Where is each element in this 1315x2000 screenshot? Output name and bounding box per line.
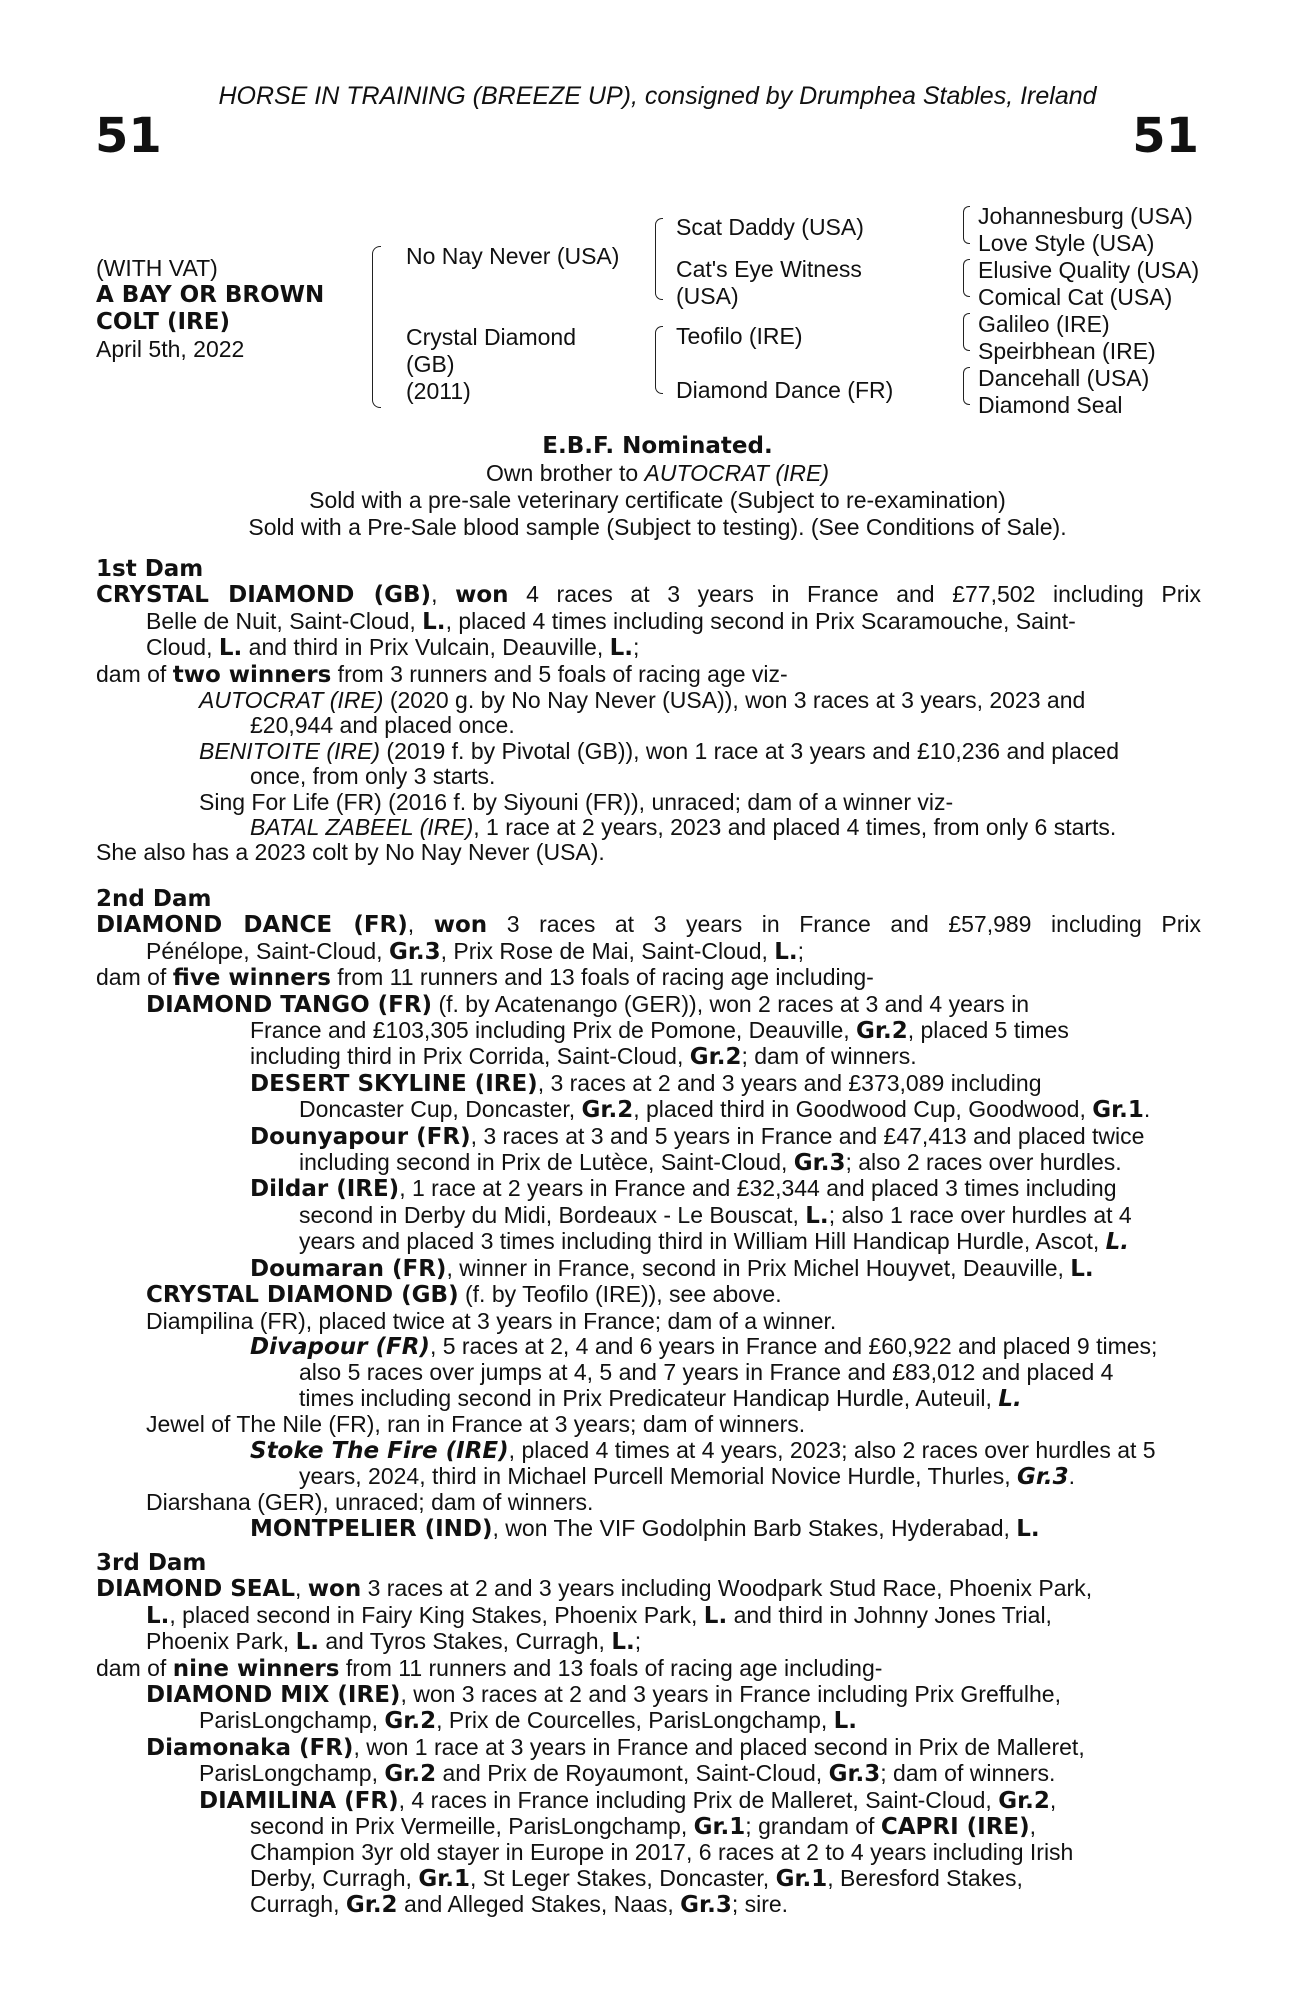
text: ,: [1029, 1813, 1037, 1840]
text: ; grandam of: [745, 1813, 881, 1840]
pedigree-dam-year: (2011): [406, 378, 471, 404]
text: from 11 runners and 13 foals of racing age including-: [330, 964, 874, 991]
own-brother-prefix: Own brother to: [486, 460, 645, 486]
text: , placed 5 times: [907, 1017, 1069, 1044]
first-dam-line: once, from only 3 starts.: [250, 763, 496, 790]
lot-number-left: 51: [95, 108, 162, 164]
horse-name-line1: A BAY OR BROWN: [96, 282, 325, 308]
horse-name: Dounyapour (FR): [250, 1123, 471, 1150]
pedigree-sire-dam: [676, 256, 862, 310]
second-dam-line: [96, 992, 1201, 1018]
grade: Gr.1: [1092, 1097, 1144, 1124]
pedigree-dam-sire: Teofilo (IRE): [676, 323, 803, 349]
winners-count: nine winners: [172, 1655, 340, 1682]
third-dam-section: [96, 1551, 1092, 1919]
second-dam-line: Diarshana (GER), unraced; dam of winners.: [146, 1489, 594, 1516]
pedigree-dam-dam: Diamond Dance (FR): [676, 377, 894, 403]
grade: L.: [218, 635, 243, 662]
first-dam-line: [96, 609, 1201, 635]
pedigree-g7: Dancehall (USA): [978, 365, 1150, 391]
text: ParisLongchamp,: [199, 1760, 385, 1787]
text: , Beresford Stakes,: [827, 1864, 1023, 1891]
pedigree-g3: Elusive Quality (USA): [978, 257, 1200, 283]
grade: L.: [833, 1708, 858, 1735]
text: , placed second in Fairy King Stakes, Phoenix Park,: [169, 1601, 704, 1628]
grade: L.: [703, 1602, 728, 1629]
horse-name: Stoke The Fire (IRE): [250, 1437, 509, 1464]
second-dam-line: [96, 1516, 1201, 1542]
horse-name: DIAMOND TANGO (FR): [146, 991, 433, 1018]
grade: Gr.3: [793, 1150, 846, 1177]
text: 3 races at 3 years in France and £57,989 including Prix: [487, 911, 1201, 938]
pedigree-sire-dam-name: Cat's Eye Witness: [676, 256, 862, 282]
grade: Gr.2: [998, 1787, 1050, 1814]
text: ; also 2 races over hurdles.: [845, 1149, 1122, 1176]
text: and third in Johnny Jones Trial,: [727, 1601, 1052, 1628]
pedigree-sire-sire: Scat Daddy (USA): [676, 214, 864, 240]
text: dam of: [96, 1654, 173, 1681]
third-dam-line: [96, 1866, 1092, 1892]
second-dam-line: [96, 1044, 1201, 1070]
ebf-note: E.B.F. Nominated.: [542, 433, 773, 459]
pedigree-g1: Johannesburg (USA): [978, 203, 1193, 229]
horse-name: Divapour (FR): [250, 1333, 430, 1360]
first-dam-line: [96, 662, 1201, 688]
grade: Gr.3: [828, 1761, 881, 1788]
pedigree-dam-country: (GB): [406, 351, 455, 377]
second-dam-line: [96, 912, 1201, 938]
pedigree-sire: No Nay Never (USA): [406, 243, 620, 269]
second-dam-line: [96, 965, 1201, 991]
first-dam-section: [96, 557, 1201, 866]
text: , placed 4 times including second in Prix Scaramouche, Saint-: [445, 607, 1076, 634]
second-dam-line: [96, 1229, 1201, 1255]
text: ;: [634, 1628, 642, 1655]
text: ; dam of winners.: [741, 1043, 917, 1070]
text: ,: [407, 911, 434, 938]
first-dam-heading: 1st Dam: [96, 556, 204, 582]
first-dam-line: [96, 815, 1201, 840]
third-dam-line: [96, 1576, 1092, 1602]
first-dam-line: [96, 582, 1201, 608]
horse-name: CRYSTAL DIAMOND (GB): [146, 1282, 459, 1309]
text: Curragh,: [250, 1891, 346, 1918]
third-dam-line: [96, 1814, 1092, 1840]
grade: L.: [609, 635, 634, 662]
pedigree-brace-main: [372, 246, 381, 408]
second-dam-line: also 5 races over jumps at 4, 5 and 7 years in France and £83,012 and placed 4: [299, 1359, 1114, 1386]
text: , 5 races at 2, 4 and 6 years in France and £60,922 and placed 9 times;: [429, 1332, 1158, 1359]
text: dam of: [96, 660, 173, 687]
foaling-date: April 5th, 2022: [96, 336, 245, 362]
grade: Gr.2: [581, 1097, 634, 1124]
grade: Gr.3: [680, 1892, 732, 1919]
second-dam-line: [96, 1097, 1201, 1123]
pedigree-dam: [406, 324, 576, 405]
text: and Alleged Stakes, Naas,: [397, 1891, 681, 1918]
second-dam-line: [96, 1124, 1201, 1150]
won-label: won: [433, 912, 488, 939]
third-dam-line: [96, 1708, 1092, 1734]
pedigree-brace-sire: [655, 218, 663, 300]
grade: Gr.2: [856, 1018, 908, 1045]
text: dam of: [96, 964, 173, 991]
pedigree-g5: Galileo (IRE): [978, 311, 1110, 337]
pedigree-brace-dam: [655, 326, 663, 394]
grade: L.: [1016, 1515, 1040, 1542]
grade: Gr.3: [1016, 1463, 1069, 1490]
horse-name: DESERT SKYLINE (IRE): [250, 1070, 538, 1097]
text: Doncaster Cup, Doncaster,: [299, 1096, 582, 1123]
second-dam-line: [96, 1071, 1201, 1097]
vat-note: (WITH VAT): [96, 255, 218, 281]
grade: Gr.2: [384, 1708, 437, 1735]
second-dam-heading: 2nd Dam: [96, 886, 212, 912]
text: ,: [1049, 1786, 1057, 1813]
pedigree-brace-g12: [963, 206, 970, 244]
text: ,: [431, 581, 456, 608]
third-dam-line: [96, 1629, 1092, 1655]
second-dam-line: [96, 1386, 1201, 1412]
third-dam-line: [96, 1735, 1092, 1761]
horse-name: CAPRI (IRE): [880, 1814, 1030, 1841]
text: including second in Prix de Lutèce, Saint-Cloud,: [299, 1149, 794, 1176]
pedigree-g6: Speirbhean (IRE): [978, 338, 1156, 364]
grade: Gr.1: [775, 1865, 828, 1892]
text: and third in Prix Vulcain, Deauville,: [242, 634, 610, 661]
grade: L.: [1105, 1229, 1130, 1256]
third-dam-line: [96, 1603, 1092, 1629]
horse-name: Doumaran (FR): [250, 1255, 447, 1282]
grade: L.: [805, 1202, 829, 1229]
pedigree-brace-g56: [963, 313, 970, 351]
dam-name: CRYSTAL DIAMOND (GB): [96, 582, 432, 609]
horse-name: BENITOITE (IRE): [199, 737, 381, 764]
second-dam-line: [96, 1203, 1201, 1229]
text: ,: [294, 1575, 308, 1602]
text: (2020 g. by No Nay Never (USA)), won 3 races at 3 years, 2023 and: [383, 687, 1086, 714]
text: , winner in France, second in Prix Michel Houyvet, Deauville,: [446, 1254, 1071, 1281]
pedigree-brace-g34: [963, 259, 970, 297]
first-dam-line: [96, 739, 1201, 764]
text: ; dam of winners.: [880, 1760, 1056, 1787]
second-dam-line: Jewel of The Nile (FR), ran in France at 3 years; dam of winners.: [146, 1411, 806, 1438]
grade: L.: [1070, 1255, 1094, 1282]
second-dam-line: [96, 1438, 1201, 1464]
horse-name-line2: COLT (IRE): [96, 309, 230, 335]
horse-name: DIAMILINA (FR): [199, 1787, 399, 1814]
text: including third in Prix Corrida, Saint-Cloud,: [250, 1043, 690, 1070]
text: Phoenix Park,: [146, 1628, 296, 1655]
text: second in Derby du Midi, Bordeaux - Le Bouscat,: [299, 1201, 806, 1228]
text: Belle de Nuit, Saint-Cloud,: [146, 607, 423, 634]
first-dam-line: [96, 688, 1201, 713]
text: , 3 races at 3 and 5 years in France and £47,413 and placed twice: [470, 1122, 1145, 1149]
text: , placed 4 times at 4 years, 2023; also 2 races over hurdles at 5: [508, 1436, 1156, 1463]
horse-name: DIAMOND MIX (IRE): [146, 1682, 401, 1709]
second-dam-line: [96, 1282, 1201, 1308]
second-dam-line: [96, 1150, 1201, 1176]
lot-number-right: 51: [1132, 108, 1199, 164]
text: years and placed 3 times including third in William Hill Handicap Hurdle, Ascot,: [299, 1228, 1106, 1255]
grade: L.: [295, 1629, 319, 1656]
pedigree-g8: Diamond Seal: [978, 392, 1123, 418]
text: and Prix de Royaumont, Saint-Cloud,: [436, 1760, 829, 1787]
second-dam-line: [96, 939, 1201, 965]
third-dam-line: [96, 1682, 1092, 1708]
text: France and £103,305 including Prix de Pomone, Deauville,: [250, 1017, 857, 1044]
text: , Prix de Courcelles, ParisLongchamp,: [436, 1707, 834, 1734]
text: from 3 runners and 5 foals of racing age viz-: [331, 660, 788, 687]
horse-identity: [96, 255, 324, 363]
vet-note: Sold with a pre-sale veterinary certificate (Subject to re-examination): [309, 487, 1006, 513]
text: , 1 race at 2 years in France and £32,344 and placed 3 times including: [399, 1175, 1117, 1202]
third-dam-line: Champion 3yr old stayer in Europe in 2017, 6 races at 2 to 4 years including Irish: [250, 1839, 1074, 1866]
text: ;: [633, 634, 640, 661]
text: , won 1 race at 3 years in France and placed second in Prix de Malleret,: [353, 1733, 1085, 1760]
text: , 4 races in France including Prix de Malleret, Saint-Cloud,: [398, 1786, 999, 1813]
pedigree-g4: Comical Cat (USA): [978, 284, 1173, 310]
text: Pénélope, Saint-Cloud,: [146, 937, 389, 964]
text: from 11 runners and 13 foals of racing age including-: [339, 1654, 883, 1681]
text: .: [1068, 1462, 1076, 1489]
third-dam-line: [96, 1761, 1092, 1787]
second-dam-line: Diampilina (FR), placed twice at 3 years in France; dam of a winner.: [146, 1307, 837, 1334]
horse-name: MONTPELIER (IND): [250, 1515, 493, 1542]
text: , won The VIF Godolphin Barb Stakes, Hyderabad,: [492, 1514, 1017, 1541]
second-dam-line: [96, 1334, 1201, 1360]
text: ParisLongchamp,: [199, 1707, 385, 1734]
third-dam-line: [96, 1656, 1092, 1682]
pedigree-grandparents: [978, 203, 1199, 419]
text: Cloud,: [146, 634, 219, 661]
own-brother-note: [0, 460, 1315, 487]
text: (f. by Teofilo (IRE)), see above.: [458, 1281, 782, 1308]
grade: L.: [422, 608, 446, 635]
second-dam-line: [96, 1176, 1201, 1202]
text: and Tyros Stakes, Curragh,: [319, 1628, 612, 1655]
grade: L.: [611, 1629, 635, 1656]
text: ;: [797, 937, 805, 964]
text: 4 races at 3 years in France and £77,502 including Prix: [508, 581, 1202, 608]
text: , placed third in Goodwood Cup, Goodwood,: [633, 1096, 1093, 1123]
pedigree-dam-name: Crystal Diamond: [406, 324, 576, 350]
sale-notes: [0, 433, 1315, 541]
text: (f. by Acatenango (GER)), won 2 races at 3 and 4 years in: [432, 990, 1030, 1017]
text: second in Prix Vermeille, ParisLongchamp,: [250, 1813, 694, 1840]
pedigree-brace-g78: [963, 367, 970, 405]
grade: Gr.2: [384, 1761, 437, 1788]
text: times including second in Prix Predicateur Handicap Hurdle, Auteuil,: [299, 1384, 999, 1411]
grade: L.: [146, 1602, 170, 1629]
text: Derby, Curragh,: [250, 1864, 419, 1891]
text: , 1 race at 2 years, 2023 and placed 4 times, from only 6 starts.: [473, 814, 1117, 841]
text: (2019 f. by Pivotal (GB)), won 1 race at 3 years and £10,236 and placed: [380, 737, 1120, 764]
text: , won 3 races at 2 and 3 years in France including Prix Greffulhe,: [400, 1681, 1061, 1708]
won-label: won: [307, 1576, 362, 1603]
text: 3 races at 2 and 3 years including Woodpark Stud Race, Phoenix Park,: [361, 1575, 1093, 1602]
grade: Gr.1: [693, 1814, 746, 1841]
text: , Prix Rose de Mai, Saint-Cloud,: [440, 937, 775, 964]
second-dam-section: [96, 887, 1201, 1542]
third-dam-line: [96, 1892, 1092, 1918]
text: ; also 1 race over hurdles at 4: [828, 1201, 1132, 1228]
horse-name: Dildar (IRE): [250, 1176, 400, 1203]
horse-name: AUTOCRAT (IRE): [199, 687, 384, 714]
grade: L.: [774, 938, 798, 965]
horse-name: BATAL ZABEEL (IRE): [250, 814, 474, 841]
winners-count: two winners: [172, 661, 332, 688]
third-dam-heading: 3rd Dam: [96, 1550, 207, 1576]
text: .: [1143, 1096, 1151, 1123]
second-dam-line: [96, 1464, 1201, 1490]
grade: Gr.3: [388, 938, 441, 965]
text: years, 2024, third in Michael Purcell Memorial Novice Hurdle, Thurles,: [299, 1462, 1017, 1489]
text: ; sire.: [731, 1891, 789, 1918]
won-label: won: [455, 582, 509, 609]
second-dam-line: [96, 1256, 1201, 1282]
first-dam-line: [96, 635, 1201, 661]
pedigree-sire-dam-country: (USA): [676, 283, 739, 309]
horse-name: Diamonaka (FR): [146, 1734, 354, 1761]
grade: Gr.1: [418, 1865, 470, 1892]
pedigree-g2: Love Style (USA): [978, 230, 1155, 256]
text: , St Leger Stakes, Doncaster,: [470, 1864, 776, 1891]
dam-name: DIAMOND SEAL: [96, 1576, 295, 1603]
grade: Gr.2: [345, 1892, 398, 1919]
grade: Gr.2: [689, 1044, 742, 1071]
text: , 3 races at 2 and 3 years and £373,089 including: [537, 1069, 1042, 1096]
third-dam-line: [96, 1788, 1092, 1814]
winners-count: five winners: [172, 965, 331, 992]
second-dam-line: [96, 1018, 1201, 1044]
blood-note: Sold with a Pre-Sale blood sample (Subject to testing). (See Conditions of Sale).: [248, 514, 1067, 540]
dam-name: DIAMOND DANCE (FR): [96, 912, 408, 939]
first-dam-line: Sing For Life (FR) (2016 f. by Siyouni (FR)), unraced; dam of a winner viz-: [199, 788, 954, 815]
first-dam-line: She also has a 2023 colt by No Nay Never (USA).: [96, 839, 605, 866]
first-dam-line: £20,944 and placed once.: [250, 712, 515, 739]
grade: L.: [998, 1385, 1022, 1412]
catalogue-header: HORSE IN TRAINING (BREEZE UP), consigned by Drumphea Stables, Ireland: [218, 82, 1097, 110]
own-brother-name: AUTOCRAT (IRE): [644, 460, 829, 486]
